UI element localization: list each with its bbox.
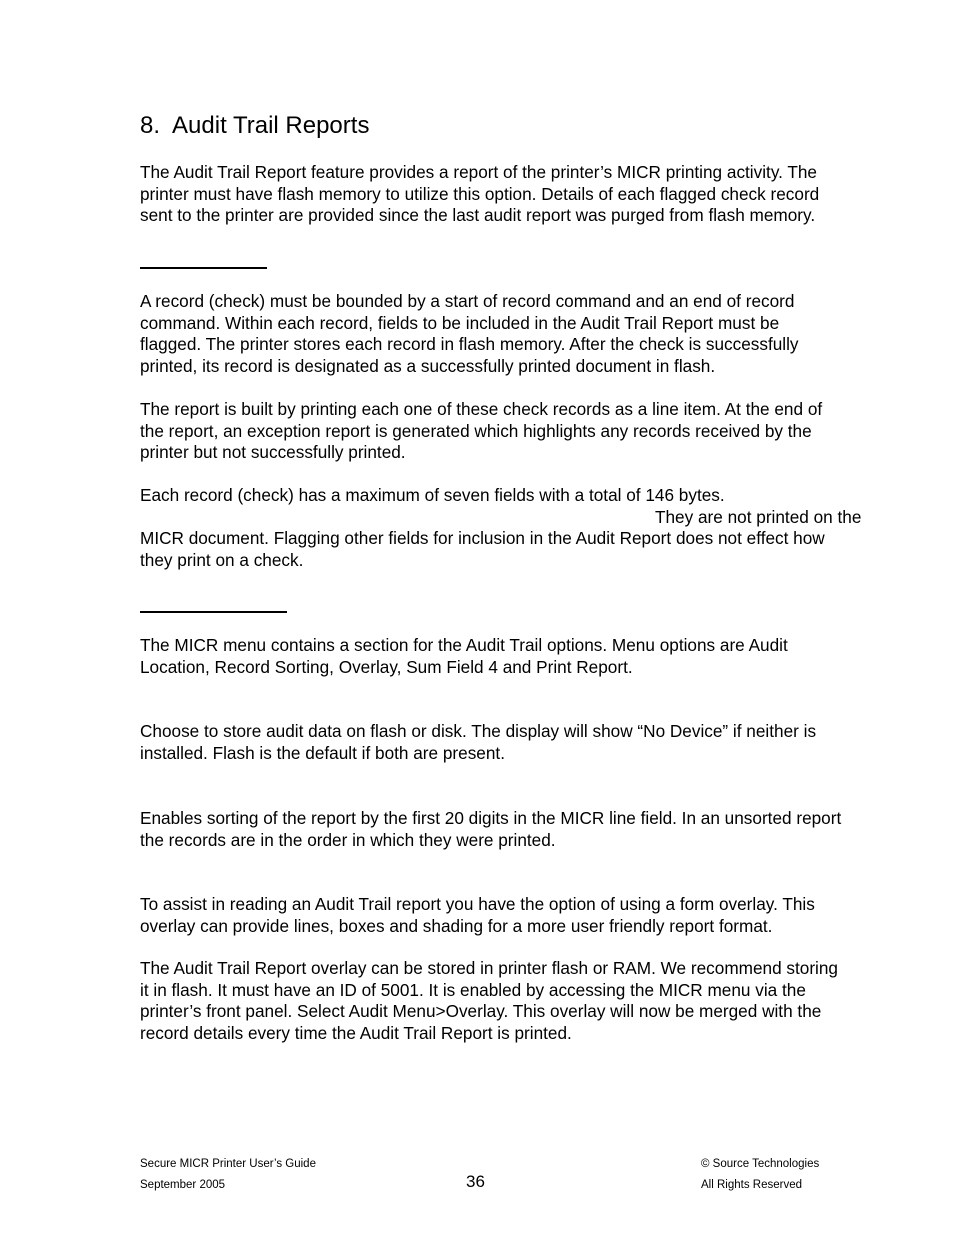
fields-paragraph [140, 485, 920, 571]
subheading-underline [140, 611, 287, 613]
paragraph-line: Location, Record Sorting, Overlay, Sum Field 4 and Print Report. [140, 656, 633, 677]
paragraph-line: To assist in reading an Audit Trail report you have the option of using a form overlay. This [140, 894, 815, 914]
paragraph-line: A record (check) must be bounded by a start of record command and an end of record [140, 291, 795, 311]
intro-line: sent to the printer are provided since the last audit report was purged from flash memory. [140, 205, 816, 226]
paragraph-line: the report, an exception report is generated which highlights any records received by the [140, 420, 812, 441]
paragraph-line: The Audit Trail Report overlay can be stored in printer flash or RAM. We recommend storing [140, 958, 838, 978]
paragraph-line: record details every time the Audit Trail Report is printed. [140, 1022, 572, 1043]
footer-guide-title: Secure MICR Printer User’s Guide [140, 1158, 316, 1170]
footer-copyright: © Source Technologies [701, 1158, 820, 1170]
intro-line: The Audit Trail Report feature provides a report of the printer’s MICR printing activity. The [140, 162, 817, 182]
report-paragraph [140, 399, 920, 464]
paragraph-line: the records are in the order in which they were printed. [140, 829, 556, 850]
paragraph-line: they print on a check. [140, 549, 304, 570]
paragraph-line: it in flash. It must have an ID of 5001. It is enabled by accessing the MICR menu via the [140, 979, 806, 1000]
overlay-paragraph [140, 894, 920, 937]
footer-rights: All Rights Reserved [701, 1179, 802, 1191]
paragraph-line: overlay can provide lines, boxes and shading for a more user friendly report format. [140, 915, 773, 936]
paragraph-line: printer’s front panel. Select Audit Menu>Overlay. This overlay will now be merged with the [140, 1001, 822, 1022]
paragraph-line: printer but not successfully printed. [140, 442, 406, 463]
footer-date: September 2005 [140, 1179, 226, 1191]
intro-paragraph [140, 162, 920, 227]
paragraph-line: They are not printed on the [655, 506, 862, 527]
paragraph-line: command. Within each record, fields to be included in the Audit Trail Report must be [140, 312, 780, 333]
record-paragraph [140, 291, 920, 377]
paragraph-line: Each record (check) has a maximum of seven fields with a total of 146 bytes. [140, 485, 725, 505]
paragraph-line: MICR document. Flagging other fields for inclusion in the Audit Report does not effect how [140, 528, 825, 549]
intro-line: printer must have flash memory to utilize this option. Details of each flagged check record [140, 183, 820, 204]
paragraph-line: flagged. The printer stores each record in flash memory. After the check is successfully [140, 334, 799, 355]
paragraph-line: The MICR menu contains a section for the Audit Trail options. Menu options are Audit [140, 635, 788, 655]
page-number: 36 [466, 1172, 485, 1191]
paragraph-line: installed. Flash is the default if both are present. [140, 742, 505, 763]
paragraph-line: The report is built by printing each one of these check records as a line item. At the end of [140, 399, 823, 419]
audit-location-paragraph [140, 721, 920, 764]
subheading-underline [140, 267, 267, 269]
micr-menu-paragraph [140, 635, 920, 678]
overlay-storage-paragraph [140, 958, 920, 1044]
paragraph-line: Choose to store audit data on flash or disk. The display will show “No Device” if neither is [140, 721, 817, 741]
paragraph-line: Enables sorting of the report by the first 20 digits in the MICR line field. In an unsorted report [140, 808, 842, 828]
record-sorting-paragraph [140, 808, 930, 851]
paragraph-line: printed, its record is designated as a successfully printed document in flash. [140, 355, 716, 376]
section-heading: 8. Audit Trail Reports [140, 112, 370, 139]
